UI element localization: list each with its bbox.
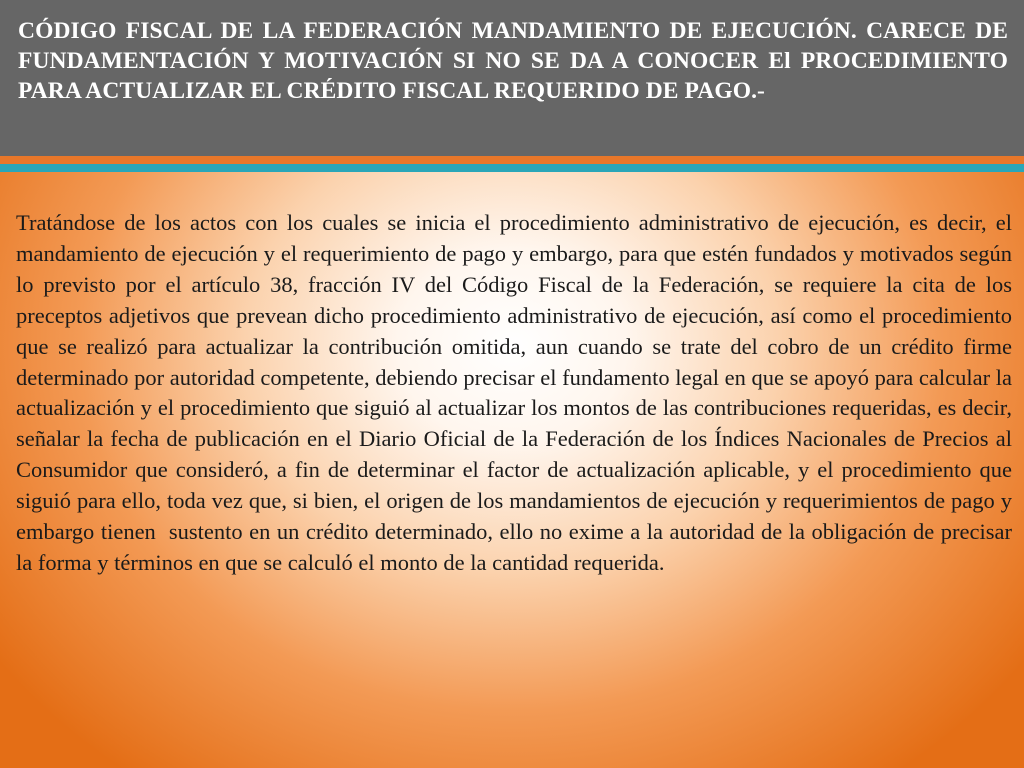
title-banner xyxy=(0,0,1024,156)
slide-body-paragraph: Tratándose de los actos con los cuales se inicia el procedimiento administrativo de ejecución, es decir, el mandamiento de ejecución y el requerimiento de pago y embargo, para que estén fundados y motivados según lo previsto por el artículo 38, fracción IV del Código Fiscal de la Federación, se requiere la cita de los preceptos adjetivos que prevean dicho procedimiento administrativo de ejecución, así como el procedimiento que se realizó para actualizar la contribución omitida, aun cuando se trate del cobro de un crédito firme determinado por autoridad competente, debiendo precisar el fundamento legal en que se apoyó para calcular la actualización y el procedimiento que siguió al actualizar los montos de las contribuciones requeridas, es decir, señalar la fecha de publicación en el Diario Oficial de la Federación de los Índices Nacionales de Precios al Consumidor que consideró, a fin de determinar el factor de actualización aplicable, y el procedimiento que siguió para ello, toda vez que, si bien, el origen de los mandamientos de ejecución y requerimientos de pago y embargo tienen sustento en un crédito determinado, ello no exime a la autoridad de la obligación de precisar la forma y términos en que se calculó el monto de la cantidad requerida. xyxy=(16,210,1018,575)
accent-stripe-orange xyxy=(0,156,1024,164)
accent-stripe-teal xyxy=(0,164,1024,172)
slide-title: CÓDIGO FISCAL DE LA FEDERACIÓN MANDAMIENTO DE EJECUCIÓN. CARECE DE FUNDAMENTACIÓN Y MOTIVACIÓN SI NO SE DA A CONOCER El PROCEDIMIENTO PARA ACTUALIZAR EL CRÉDITO FISCAL REQUERIDO DE PAGO.- xyxy=(18,18,1008,104)
